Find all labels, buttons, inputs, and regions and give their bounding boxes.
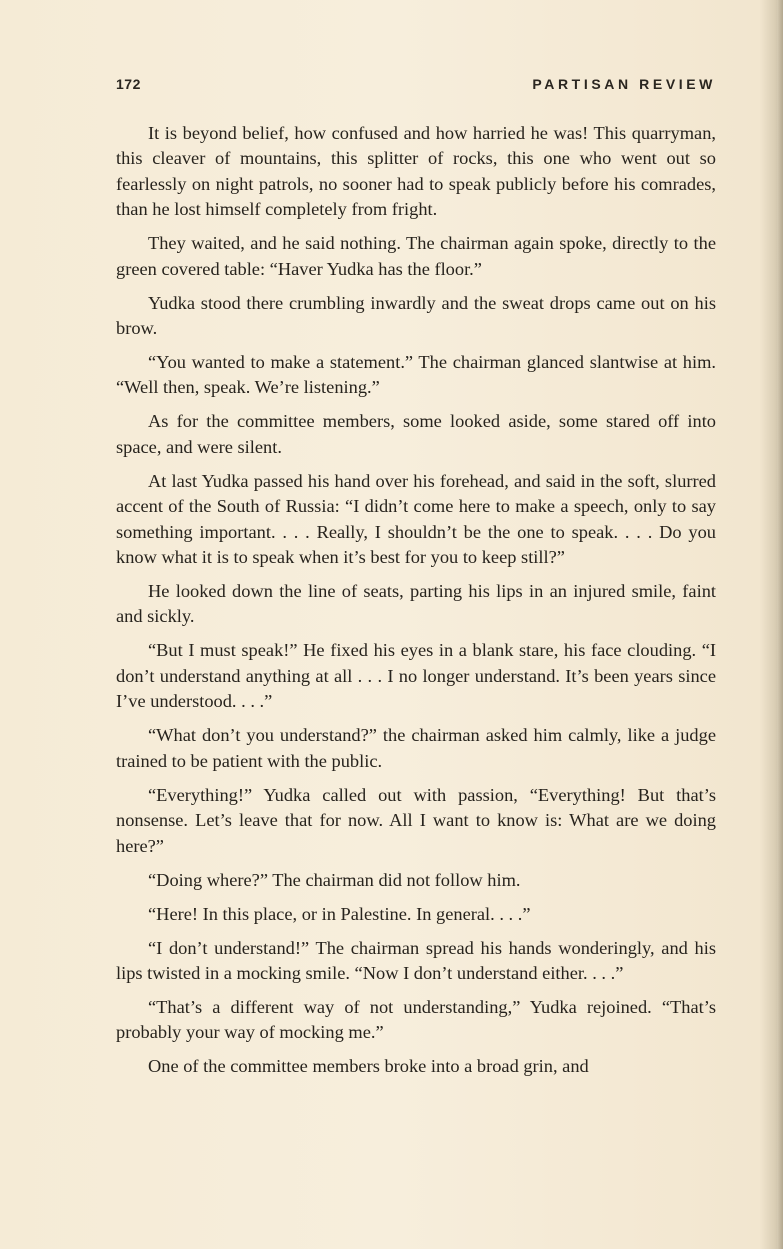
body-text	[116, 121, 716, 1080]
paragraph: “You wanted to make a statement.” The chairman glanced slantwise at him. “Well then, speak. We’re listening.”	[116, 352, 716, 398]
paragraph: “What don’t you understand?” the chairman asked him calmly, like a judge trained to be patient with the public.	[116, 725, 716, 771]
paragraph: “But I must speak!” He fixed his eyes in a blank stare, his face clouding. “I don’t understand anything at all . . . I no longer understand. It’s been years since I’ve understood. . . .”	[116, 640, 716, 712]
paragraph: At last Yudka passed his hand over his forehead, and said in the soft, slurred accent of the South of Russia: “I didn’t come here to make a speech, only to say something important. . . . Really, I shouldn’t be the one to speak. . . . Do you know what it is to speak when it’s best for you to keep still?”	[116, 470, 716, 568]
paragraph: “Everything!” Yudka called out with passion, “Everything! But that’s nonsense. Let’s leave that for now. All I want to know is: What are we doing here?”	[116, 784, 716, 856]
paragraph: They waited, and he said nothing. The chairman again spoke, directly to the green covered table: “Haver Yudka has the floor.”	[116, 233, 716, 279]
running-head: PARTISAN REVIEW	[532, 76, 716, 92]
page-header	[116, 76, 716, 96]
paragraph: Yudka stood there crumbling inwardly and the sweat drops came out on his brow.	[116, 292, 716, 339]
paragraph: He looked down the line of seats, parting his lips in an injured smile, faint and sickly.	[116, 581, 716, 627]
paragraph: One of the committee members broke into a broad grin, and	[148, 1056, 589, 1077]
paragraph: It is beyond belief, how confused and how harried he was! This quarryman, this cleaver of mountains, this splitter of rocks, this one who went out so fearlessly on night patrols, no sooner had to speak publicly before his comrades, than he lost himself completely from fright.	[116, 123, 716, 220]
page-edge-shadow	[777, 0, 783, 1249]
paragraph: “Here! In this place, or in Palestine. In general. . . .”	[148, 903, 531, 924]
paragraph: “That’s a different way of not understanding,” Yudka rejoined. “That’s probably your way of mocking me.”	[116, 996, 716, 1043]
paragraph: As for the committee members, some looked aside, some stared off into space, and were silent.	[116, 411, 716, 457]
paragraph: “Doing where?” The chairman did not follow him.	[148, 869, 521, 890]
page-number: 172	[116, 76, 141, 92]
paragraph: “I don’t understand!” The chairman spread his hands wonderingly, and his lips twisted in a mocking smile. “Now I don’t understand either. . . .”	[116, 937, 716, 983]
